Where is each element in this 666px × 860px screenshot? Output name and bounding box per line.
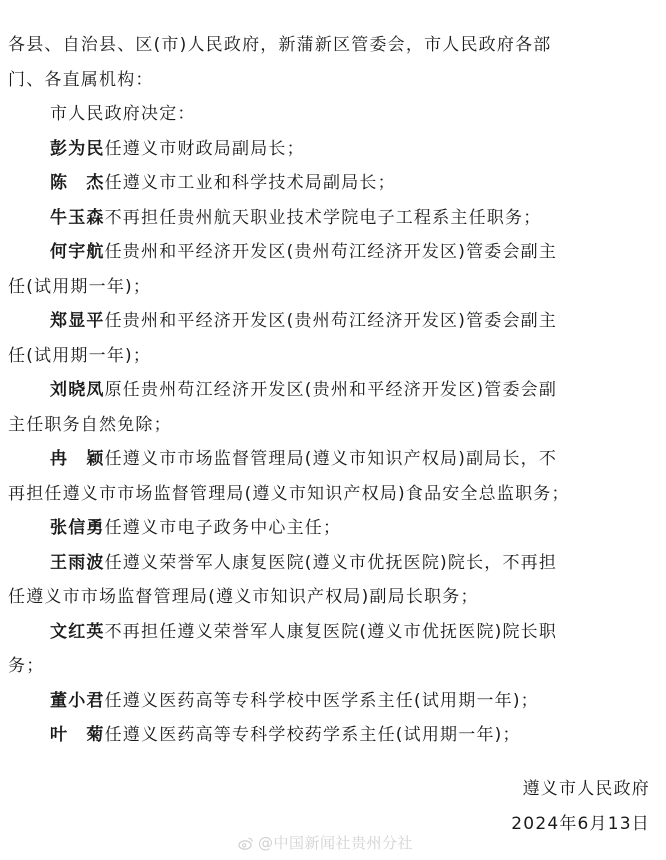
appointee-name: 牛玉森 [50, 207, 105, 228]
appointment-line [8, 615, 658, 650]
address-line-2: 门、各直属机构： [8, 69, 154, 90]
appointee-name: 彭为民 [50, 138, 105, 159]
appointment-line [8, 408, 658, 443]
appointment-line [8, 442, 658, 477]
appointment-line [8, 718, 658, 753]
appointee-name: 冉 颖 [50, 449, 105, 469]
appointment-text: 任贵州和平经济开发区(贵州苟江经济开发区)管委会副主 [104, 311, 558, 331]
appointment-line [8, 166, 658, 201]
appointment-line [8, 511, 658, 546]
document-body [8, 28, 658, 753]
appointee-name: 叶 菊 [50, 725, 105, 745]
appointee-name: 郑显平 [50, 311, 105, 331]
appointment-text: 任遵义市财政局副局长； [104, 138, 305, 159]
appointment-list [8, 132, 658, 753]
appointee-name: 刘晓凤 [50, 380, 105, 400]
appointment-text: 任遵义医药高等专科学校中医学系主任(试用期一年)； [104, 690, 539, 711]
appointment-line [8, 546, 658, 581]
appointment-text: 原任贵州苟江经济开发区(贵州和平经济开发区)管委会副 [104, 380, 558, 400]
address-line-1: 各县、自治县、区(市)人民政府，新蒲新区管委会，市人民政府各部 [8, 35, 552, 55]
issue-date: 2024年6月13日 [511, 813, 650, 834]
appointment-text: 任(试用期一年)； [8, 276, 152, 297]
signature-block [511, 772, 650, 841]
appointment-line [8, 684, 658, 719]
appointment-text: 任遵义市工业和科学技术局副局长； [104, 173, 396, 193]
appointment-text: 任遵义市电子政务中心主任； [104, 518, 342, 538]
appointment-text: 不再担任遵义荣誉军人康复医院(遵义市优抚医院)院长职 [104, 621, 558, 642]
appointment-line [8, 580, 658, 615]
appointee-name: 张信勇 [50, 518, 105, 538]
appointee-name: 王雨波 [50, 552, 105, 573]
appointment-line [8, 304, 658, 339]
appointment-text: 再担任遵义市市场监督管理局(遵义市知识产权局)食品安全总监职务； [8, 483, 570, 504]
weibo-icon [238, 835, 254, 851]
appointment-line [8, 270, 658, 305]
appointee-name: 文红英 [50, 621, 105, 642]
appointment-line [8, 235, 658, 270]
appointee-name: 何宇航 [50, 242, 105, 262]
appointment-text: 任贵州和平经济开发区(贵州苟江经济开发区)管委会副主 [104, 242, 558, 262]
appointment-line [8, 339, 658, 374]
appointment-line [8, 373, 658, 408]
intro-text: 市人民政府决定： [50, 104, 196, 124]
appointment-text: 务； [8, 656, 45, 676]
watermark [238, 832, 413, 853]
appointee-name: 陈 杰 [50, 173, 105, 193]
appointment-text: 任(试用期一年)； [8, 345, 152, 366]
appointment-text: 任遵义市市场监督管理局(遵义市知识产权局)副局长，不 [104, 449, 558, 469]
appointment-text: 任遵义市市场监督管理局(遵义市知识产权局)副局长职务； [8, 587, 479, 607]
appointee-name: 董小君 [50, 690, 105, 711]
appointment-text: 任遵义荣誉军人康复医院(遵义市优抚医院)院长，不再担 [104, 552, 558, 573]
appointment-text: 任遵义医药高等专科学校药学系主任(试用期一年)； [104, 725, 521, 745]
watermark-text: @中国新闻社贵州分社 [258, 834, 414, 852]
appointment-line [8, 132, 658, 167]
appointment-line [8, 649, 658, 684]
issuer-name: 遵义市人民政府 [522, 779, 650, 799]
appointment-line [8, 201, 658, 236]
appointment-text: 不再担任贵州航天职业技术学院电子工程系主任职务； [104, 207, 542, 228]
appointment-line [8, 477, 658, 512]
appointment-text: 主任职务自然免除； [8, 414, 172, 435]
